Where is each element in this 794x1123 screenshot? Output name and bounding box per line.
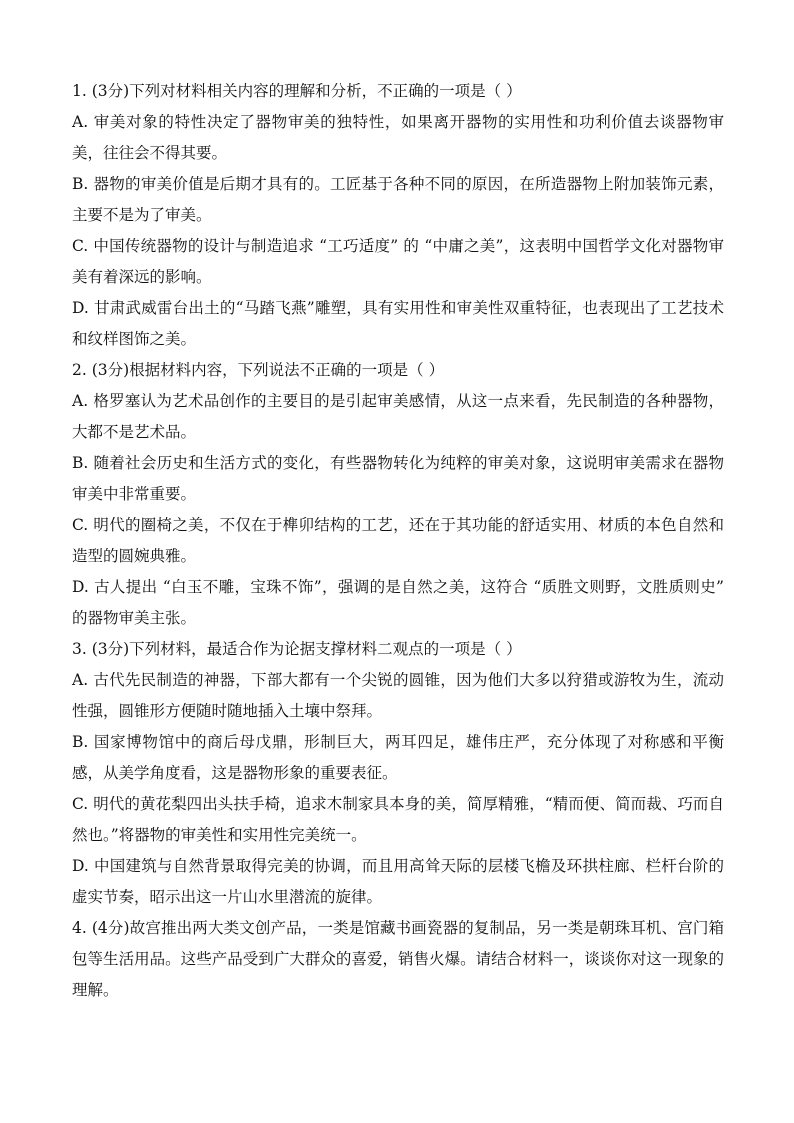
question-1-stem: 1. (3分)下列对材料相关内容的理解和分析，不正确的一项是（ ） — [72, 82, 522, 100]
question-2-option-c: C. 明代的圈椅之美，不仅在于榫卯结构的工艺，还在于其功能的舒适实用、材质的本色自然和造型的圆婉典雅。 — [72, 516, 724, 565]
question-1-option-d: D. 甘肃武威雷台出土的“马踏飞燕”雕塑，具有实用性和审美性双重特征，也表现出了工艺技术和纹样图饰之美。 — [72, 299, 724, 348]
question-2 — [72, 355, 724, 634]
question-2-option-a: A. 格罗塞认为艺术品创作的主要目的是引起审美感情，从这一点来看，先民制造的各种器物，大都不是艺术品。 — [72, 392, 724, 441]
question-3-option-d: D. 中国建筑与自然背景取得完美的协调，而且用高耸天际的层楼飞檐及环拱柱廊、栏杆台阶的虚实节奏，昭示出这一片山水里潜流的旋律。 — [72, 857, 724, 906]
question-4-stem: 4. (4分)故宫推出两大类文创产品，一类是馆藏书画瓷器的复制品，另一类是朝珠耳机、宫门箱包等生活用品。这些产品受到广大群众的喜爱，销售火爆。请结合材料一，谈谈你对这一现象的理解。 — [72, 919, 724, 999]
question-2-stem: 2. (3分)根据材料内容，下列说法不正确的一项是（ ） — [72, 361, 445, 379]
question-1-option-c: C. 中国传统器物的设计与制造追求 “工巧适度” 的 “中庸之美”，这表明中国哲学文化对器物审美有着深远的影响。 — [72, 237, 724, 286]
question-2-option-d: D. 古人提出 “白玉不雕，宝珠不饰”，强调的是自然之美，这符合 “质胜文则野，文胜质则史” 的器物审美主张。 — [72, 578, 724, 627]
question-3-option-a: A. 古代先民制造的神器，下部大都有一个尖锐的圆锥，因为他们大多以狩猎或游牧为生，流动性强，圆锥形方便随时随地插入土壤中祭拜。 — [72, 671, 724, 720]
question-3 — [72, 634, 724, 913]
question-4 — [72, 913, 724, 1006]
question-2-option-b: B. 随着社会历史和生活方式的变化，有些器物转化为纯粹的审美对象，这说明审美需求在器物审美中非常重要。 — [72, 454, 724, 503]
question-1-option-a: A. 审美对象的特性决定了器物审美的独特性，如果离开器物的实用性和功利价值去谈器物审美，往往会不得其要。 — [72, 113, 724, 162]
question-1 — [72, 76, 724, 355]
question-page — [72, 76, 724, 1006]
question-1-option-b: B. 器物的审美价值是后期才具有的。工匠基于各种不同的原因，在所造器物上附加装饰元素，主要不是为了审美。 — [72, 175, 724, 224]
question-3-option-b: B. 国家博物馆中的商后母戊鼎，形制巨大，两耳四足，雄伟庄严，充分体现了对称感和平衡感，从美学角度看，这是器物形象的重要表征。 — [72, 733, 724, 782]
question-3-stem: 3. (3分)下列材料，最适合作为论据支撑材料二观点的一项是（ ） — [72, 640, 522, 658]
question-3-option-c: C. 明代的黄花梨四出头扶手椅，追求木制家具本身的美，简厚精雅，“精而便、简而裁、巧而自然也。”将器物的审美性和实用性完美统一。 — [72, 795, 724, 844]
